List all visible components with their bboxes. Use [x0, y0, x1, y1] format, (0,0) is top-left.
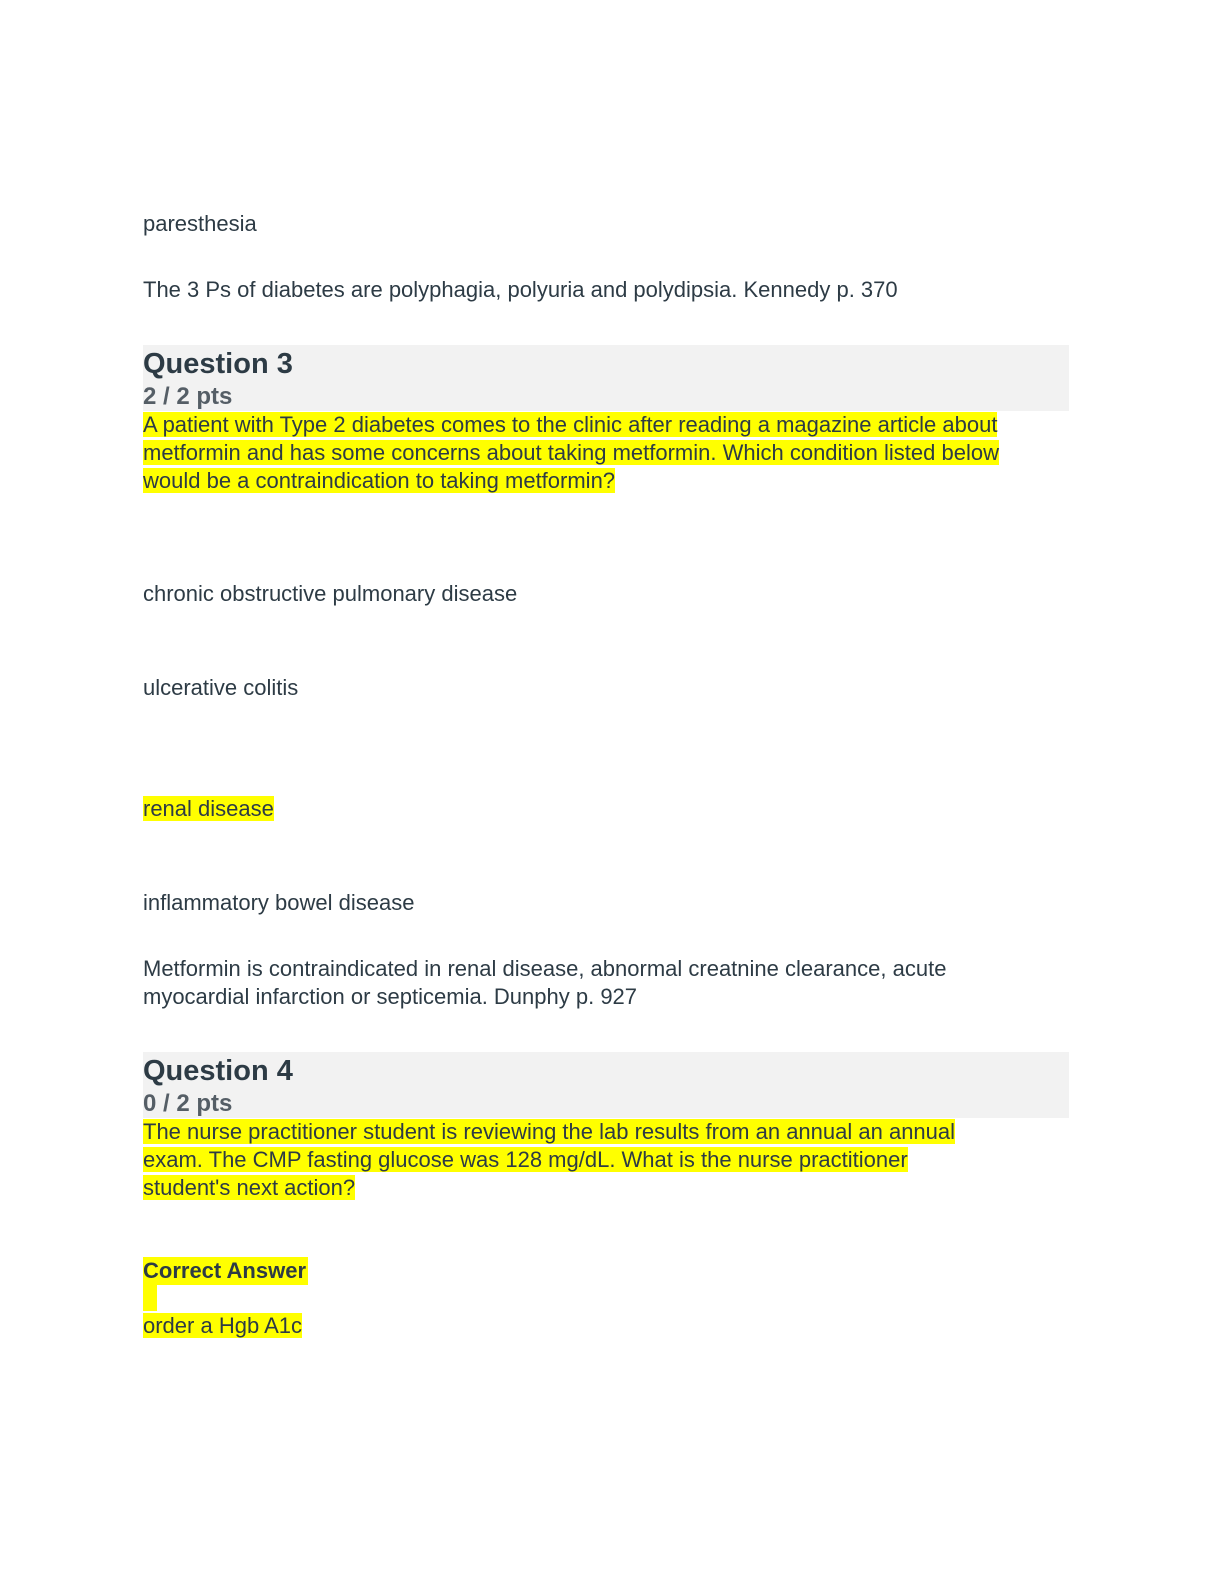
- correct-answer-text: order a Hgb A1c: [143, 1313, 302, 1338]
- question-3-text-line: A patient with Type 2 diabetes comes to the clinic after reading a magazine article about: [143, 412, 998, 437]
- question-4-points: 0 / 2 pts: [143, 1090, 233, 1117]
- question-4-text: [143, 1118, 1073, 1202]
- answer-option-correct: [143, 795, 274, 823]
- question-3-text-line: would be a contraindication to taking metformin?: [143, 468, 616, 493]
- question-4-text-line: exam. The CMP fasting glucose was 128 mg/dL. What is the nurse practitioner: [143, 1147, 908, 1172]
- question-3-text: [143, 411, 1073, 495]
- explanation-line: Metformin is contraindicated in renal disease, abnormal creatnine clearance, acute: [143, 956, 947, 981]
- prev-answer-option: paresthesia: [143, 211, 257, 236]
- correct-answer-label: [143, 1257, 308, 1285]
- question-4-header: [143, 1052, 1069, 1118]
- answer-option-correct-text: renal disease: [143, 796, 274, 821]
- question-3-text-line: metformin and has some concerns about taking metformin. Which condition listed below: [143, 440, 999, 465]
- answer-option: chronic obstructive pulmonary disease: [143, 581, 518, 606]
- highlight-fragment: [143, 1285, 157, 1311]
- question-4-title: Question 4: [143, 1055, 293, 1087]
- question-3-title: Question 3: [143, 348, 293, 380]
- answer-option: ulcerative colitis: [143, 675, 299, 700]
- question-3-header: [143, 345, 1069, 411]
- prev-explanation: The 3 Ps of diabetes are polyphagia, polyuria and polydipsia. Kennedy p. 370: [143, 277, 898, 302]
- correct-answer: [143, 1312, 302, 1340]
- question-4-text-line: The nurse practitioner student is reviewing the lab results from an annual an annual: [143, 1119, 956, 1144]
- answer-option: inflammatory bowel disease: [143, 890, 415, 915]
- correct-answer-label-text: Correct Answer: [143, 1258, 307, 1283]
- question-4-text-line: student's next action?: [143, 1175, 356, 1200]
- question-3-explanation: [143, 955, 1073, 1011]
- question-3-points: 2 / 2 pts: [143, 383, 233, 410]
- explanation-line: myocardial infarction or septicemia. Dunphy p. 927: [143, 984, 638, 1009]
